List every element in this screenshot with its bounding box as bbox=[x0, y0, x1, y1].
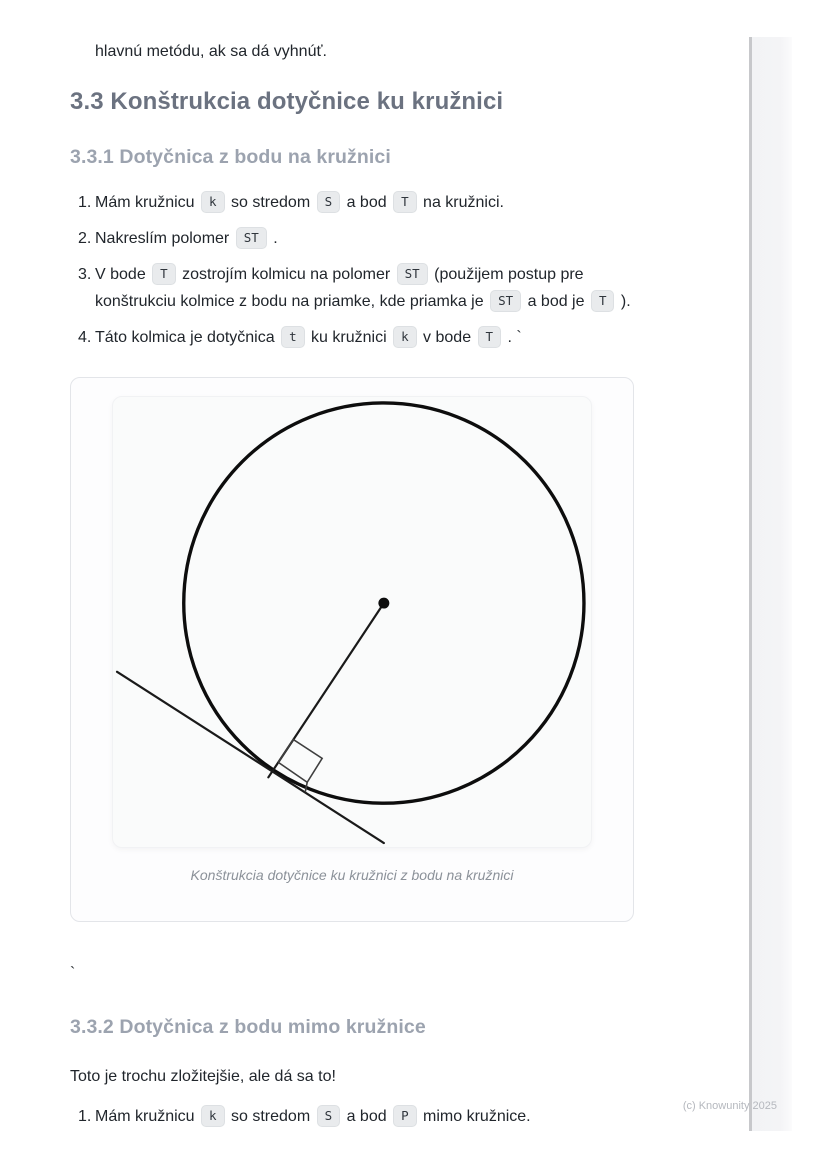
tangent-line bbox=[117, 672, 384, 843]
construction-steps-list-2 bbox=[70, 1103, 634, 1130]
section-heading-3-3: 3.3 Konštrukcia dotyčnice ku kružnici bbox=[70, 88, 504, 115]
list-item-number: 2. bbox=[78, 230, 92, 247]
step-text: V bode bbox=[95, 266, 151, 283]
figure-caption: Konštrukcia dotyčnice ku kružnici z bodu na kružnici bbox=[190, 867, 514, 883]
list-item bbox=[70, 1103, 634, 1130]
inline-code-badge: T bbox=[478, 326, 502, 348]
step-text: zostrojím kolmicu na polomer bbox=[177, 266, 395, 283]
list-item bbox=[70, 189, 634, 216]
inline-code-badge: T bbox=[591, 290, 615, 312]
tangent-construction-drawing bbox=[113, 397, 591, 847]
center-point-s bbox=[378, 598, 389, 609]
inline-code-badge: t bbox=[281, 326, 305, 348]
step-text: . ` bbox=[503, 329, 522, 346]
figure-image bbox=[112, 396, 592, 848]
list-item-content bbox=[95, 324, 634, 351]
list-item-content bbox=[95, 1103, 634, 1130]
copyright-footer: (c) Knowunity 2025 bbox=[682, 1100, 777, 1112]
step-text: . bbox=[268, 230, 278, 247]
intro-continuation-text: hlavnú metódu, ak sa dá vyhnúť. bbox=[95, 43, 327, 60]
inline-code-badge: ST bbox=[490, 290, 521, 312]
step-text: v bode bbox=[418, 329, 476, 346]
subsection-heading-3-3-2: 3.3.2 Dotyčnica z bodu mimo kružnice bbox=[70, 1016, 426, 1038]
list-item bbox=[70, 225, 634, 252]
inline-code-badge: ST bbox=[397, 263, 428, 285]
inline-code-badge: k bbox=[201, 191, 225, 213]
step-text: a bod bbox=[342, 194, 392, 211]
scrollbar-rail[interactable] bbox=[749, 37, 792, 1131]
subsection-heading-3-3-1: 3.3.1 Dotyčnica z bodu na kružnici bbox=[70, 146, 391, 168]
step-text: (použijem postup pre konštrukciu kolmice z bodu na priamke, kde priamka je bbox=[95, 266, 584, 310]
list-item bbox=[70, 324, 634, 351]
inline-code-badge: k bbox=[393, 326, 417, 348]
list-item-number: 1. bbox=[78, 1108, 92, 1125]
subsection-2-lead-text: Toto je trochu zložitejšie, ale dá sa to! bbox=[70, 1068, 336, 1085]
step-text: ku kružnici bbox=[306, 329, 392, 346]
list-item-content bbox=[95, 189, 634, 216]
inline-code-badge: T bbox=[393, 191, 417, 213]
list-item-number: 4. bbox=[78, 329, 92, 346]
step-text: so stredom bbox=[226, 1108, 315, 1125]
step-text: na kružnici. bbox=[418, 194, 504, 211]
list-item-number: 1. bbox=[78, 194, 92, 211]
stray-backtick-text: ` bbox=[70, 965, 76, 982]
step-text: so stredom bbox=[226, 194, 315, 211]
inline-code-badge: S bbox=[317, 1105, 341, 1127]
step-text: ). bbox=[616, 293, 631, 310]
figure-card bbox=[70, 377, 634, 922]
step-text: Nakreslím polomer bbox=[95, 230, 234, 247]
list-item-content bbox=[95, 261, 634, 315]
list-item-number: 3. bbox=[78, 266, 92, 283]
inline-code-badge: T bbox=[152, 263, 176, 285]
step-text: Mám kružnicu bbox=[95, 1108, 200, 1125]
step-text: a bod bbox=[342, 1108, 392, 1125]
inline-code-badge: S bbox=[317, 191, 341, 213]
step-text: Táto kolmica je dotyčnica bbox=[95, 329, 280, 346]
step-text: Mám kružnicu bbox=[95, 194, 200, 211]
list-item bbox=[70, 261, 634, 315]
construction-steps-list-1 bbox=[70, 189, 634, 351]
inline-code-badge: ST bbox=[236, 227, 267, 249]
inline-code-badge: k bbox=[201, 1105, 225, 1127]
inline-code-badge: P bbox=[393, 1105, 417, 1127]
list-item-content bbox=[95, 225, 634, 252]
step-text: mimo kružnice. bbox=[418, 1108, 531, 1125]
step-text: a bod je bbox=[523, 293, 589, 310]
